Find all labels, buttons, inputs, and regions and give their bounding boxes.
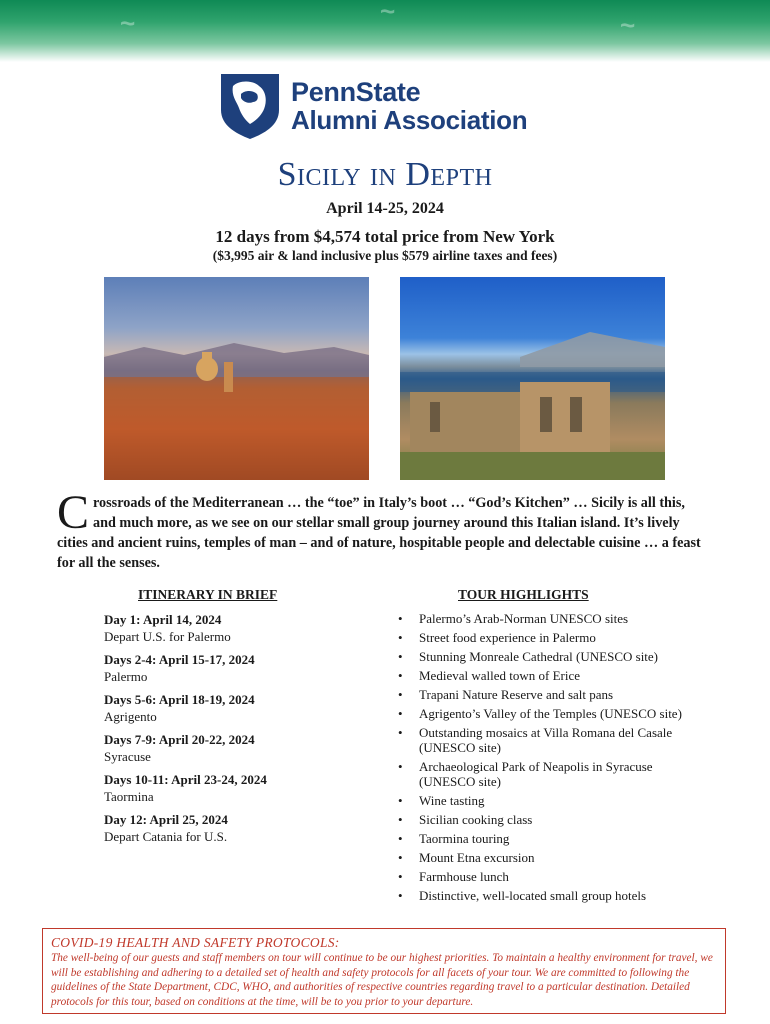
itinerary-day bbox=[104, 691, 354, 725]
banner-watermark: ~ bbox=[620, 10, 636, 40]
itinerary-day bbox=[104, 611, 354, 645]
banner-watermark: ~ bbox=[380, 0, 396, 26]
highlight-item: • Distinctive, well-located small group hotels bbox=[398, 888, 698, 903]
highlight-item: • Agrigento’s Valley of the Temples (UNESCO site) bbox=[398, 706, 698, 721]
itinerary-day-place: Depart Catania for U.S. bbox=[104, 829, 228, 844]
highlight-item: • Medieval walled town of Erice bbox=[398, 668, 698, 683]
price-detail: ($3,995 air & land inclusive plus $579 airline taxes and fees) bbox=[212, 248, 558, 263]
covid-text: The well-being of our guests and staff members on tour will continue to be our highest priorities. To maintain a healthy environment for travel, we will be establishing and adhering to a detailed set of health and safety protocols for all facets of your tour. We are committed to following the guidelines of the State Department, CDC, WHO, and authorities of respective countries regarding travel to a particular destination. Detailed protocols for this tour, based on conditions at the time, will be to you prior to your departure. bbox=[51, 952, 713, 1008]
itinerary-day-place: Syracuse bbox=[104, 749, 151, 764]
highlight-item: • Archaeological Park of Neapolis in Syracuse (UNESCO site) bbox=[398, 759, 698, 789]
itinerary-day-date: Day 1: April 14, 2024 bbox=[104, 612, 222, 627]
highlight-item: • Mount Etna excursion bbox=[398, 850, 698, 865]
itinerary-day bbox=[104, 731, 354, 765]
highlight-item: • Street food experience in Palermo bbox=[398, 630, 698, 645]
intro-text: rossroads of the Mediterranean … the “toe” in Italy’s boot … “God’s Kitchen” … Sicily is all this, and much more, as we see on our stellar small group journey around this Italian island. It’s lively cities and ancient ruins, temples of man – and of nature, hospitable people and delectable cuisine … a feast for all the senses. bbox=[57, 495, 701, 571]
covid-heading: COVID-19 HEALTH AND SAFETY PROTOCOLS: bbox=[51, 935, 340, 950]
itinerary-day bbox=[104, 771, 354, 805]
page-title: Sicily in Depth bbox=[277, 156, 493, 193]
highlight-item: • Palermo’s Arab-Norman UNESCO sites bbox=[398, 611, 698, 626]
itinerary-day-place: Palermo bbox=[104, 669, 148, 684]
palermo-skyline-image bbox=[104, 277, 369, 480]
nittany-lion-shield-icon bbox=[219, 72, 281, 140]
highlights-list bbox=[398, 611, 698, 907]
intro-paragraph bbox=[57, 486, 707, 573]
itinerary-day-date: Days 10-11: April 23-24, 2024 bbox=[104, 772, 267, 787]
itinerary-day bbox=[104, 651, 354, 685]
itinerary-day-place: Taormina bbox=[104, 789, 154, 804]
itinerary-day-date: Days 2-4: April 15-17, 2024 bbox=[104, 652, 255, 667]
covid-protocols-box bbox=[42, 928, 726, 1014]
highlight-item: • Sicilian cooking class bbox=[398, 812, 698, 827]
decorative-banner bbox=[0, 0, 770, 62]
highlight-item: • Outstanding mosaics at Villa Romana del Casale (UNESCO site) bbox=[398, 725, 698, 755]
penn-state-logo bbox=[219, 72, 527, 140]
itinerary-day-place: Agrigento bbox=[104, 709, 157, 724]
itinerary-list bbox=[104, 611, 354, 851]
itinerary-day-date: Day 12: April 25, 2024 bbox=[104, 812, 228, 827]
highlights-heading: TOUR HIGHLIGHTS bbox=[458, 587, 589, 602]
highlight-item: • Stunning Monreale Cathedral (UNESCO site) bbox=[398, 649, 698, 664]
logo-line-1: PennState bbox=[291, 77, 421, 107]
highlight-item: • Trapani Nature Reserve and salt pans bbox=[398, 687, 698, 702]
itinerary-day-place: Depart U.S. for Palermo bbox=[104, 629, 231, 644]
highlight-item: • Farmhouse lunch bbox=[398, 869, 698, 884]
palermo-photo bbox=[104, 277, 369, 480]
highlight-item: • Wine tasting bbox=[398, 793, 698, 808]
itinerary-heading: ITINERARY IN BRIEF bbox=[138, 587, 278, 602]
tour-price: 12 days from $4,574 total price from New York bbox=[215, 227, 555, 246]
logo-line-2: Alumni Association bbox=[291, 105, 528, 135]
itinerary-day-date: Days 5-6: April 18-19, 2024 bbox=[104, 692, 255, 707]
taormina-theatre-photo bbox=[400, 277, 665, 480]
greek-theatre-image bbox=[400, 277, 665, 480]
tour-dates: April 14-25, 2024 bbox=[326, 200, 444, 217]
drop-cap: C bbox=[57, 486, 90, 539]
itinerary-day bbox=[104, 811, 354, 845]
banner-watermark: ~ bbox=[120, 8, 136, 38]
highlight-item: • Taormina touring bbox=[398, 831, 698, 846]
itinerary-day-date: Days 7-9: April 20-22, 2024 bbox=[104, 732, 255, 747]
